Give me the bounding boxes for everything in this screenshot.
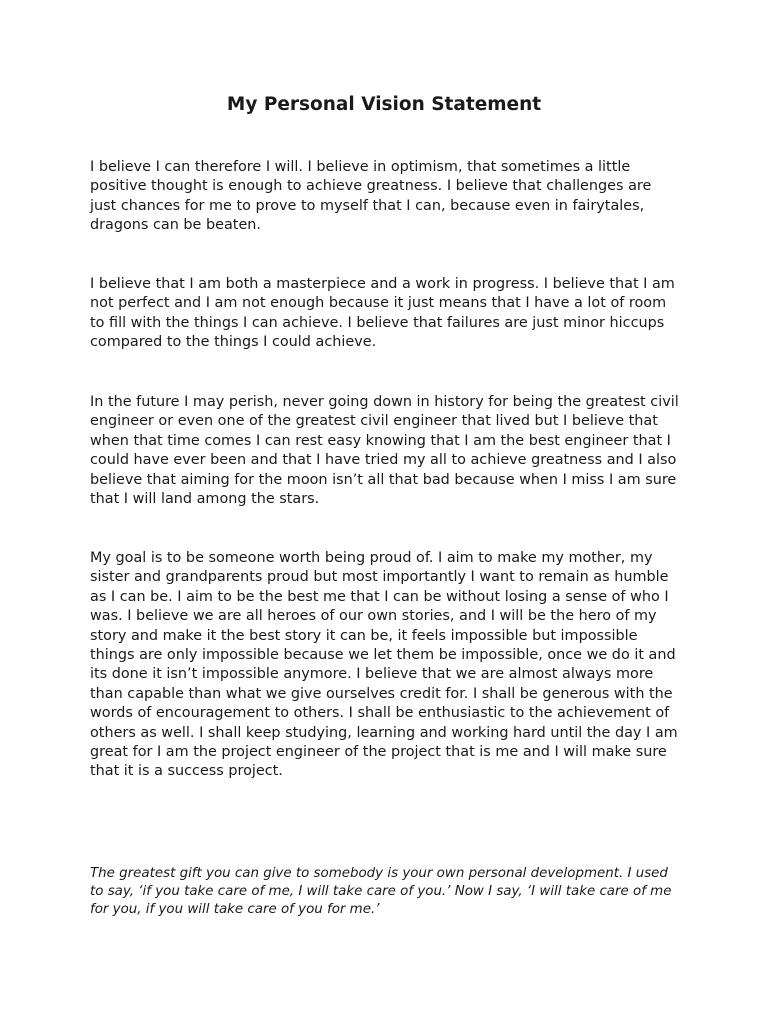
closing-quote: The greatest gift you can give to somebody is your own personal development. I used to say, ‘if you take care of me, I will take care of you.’ Now I say, ‘I will take care of me for you, if you will take care of you for me.’ [90,866,672,917]
paragraph-4: My goal is to be someone worth being proud of. I aim to make my mother, my sister and grandparents proud but most importantly I want to remain as humble as I can be. I aim to be the best me that I can be without losing a sense of who I was. I believe we are all heroes of our own stories, and I will be the hero of my story and make it the best story it can be, it feels impossible but impossible things are only impossible because we let them be impossible, once we do it and its done it isn’t impossible anymore. I believe that we are almost always more than capable than what we give ourselves credit for. I shall be generous with the words of encouragement to others. I shall be enthusiastic to the achievement of others as well. I shall keep studying, learning and working hard until the day I am great for I am the project engineer of the project that is me and I will make sure that it is a success project. [90,550,678,780]
paragraph-2: I believe that I am both a masterpiece and a work in progress. I believe that I am not perfect and I am not enough because it just means that I have a lot of room to fill with the things I can achieve. I believe that failures are just minor hiccups compared to the things I could achieve. [90,276,675,351]
paragraph-1: I believe I can therefore I will. I believe in optimism, that sometimes a little positive thought is enough to achieve greatness. I believe that challenges are just chances for me to prove to myself that I can, because even in fairytales, dragons can be beaten. [90,159,652,234]
document-title: My Personal Vision Statement [226,94,542,115]
paragraph-3: In the future I may perish, never going down in history for being the greatest civil engineer or even one of the greatest civil engineer that lived but I believe that when that time comes I can rest easy knowing that I am the best engineer that I could have ever been and that I have tried my all to achieve greatness and I also believe that aiming for the moon isn’t all that bad because when I miss I am sure that I will land among the stars. [90,394,679,508]
